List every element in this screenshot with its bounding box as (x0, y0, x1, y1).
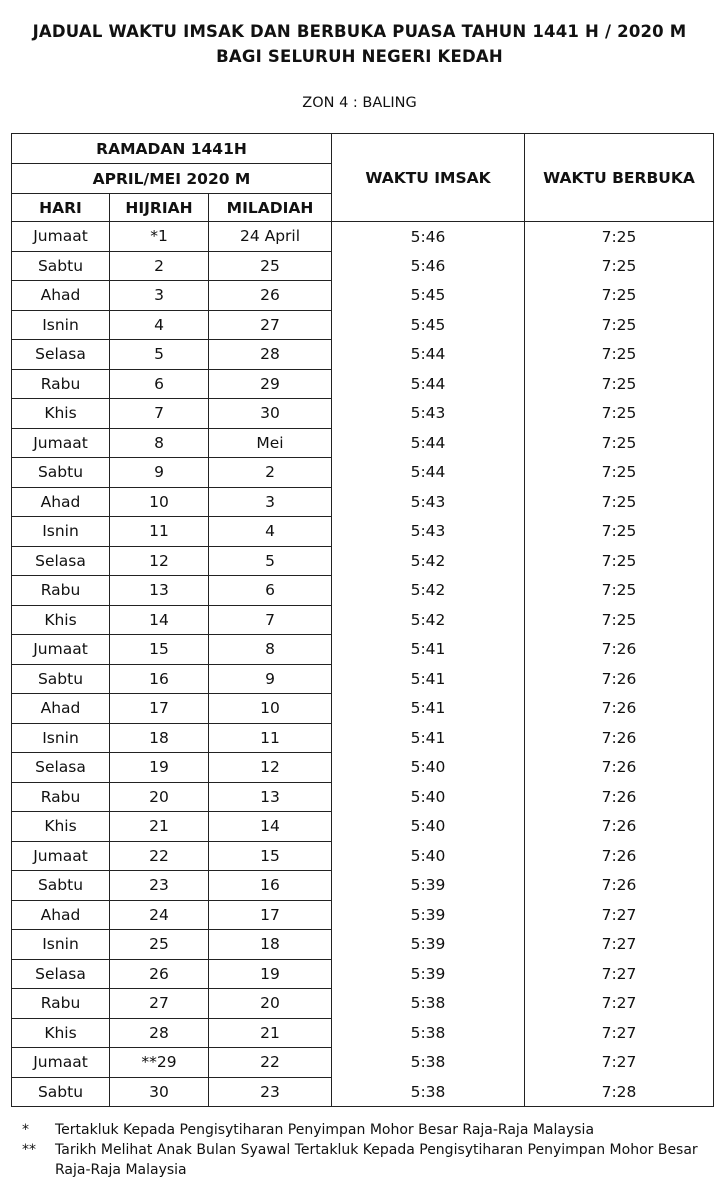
miladiah-header: MILADIAH (209, 194, 332, 222)
miladiah-cell: Mei (209, 428, 332, 458)
imsak-cell: 5:39 (332, 871, 525, 901)
berbuka-cell: 7:26 (525, 871, 714, 901)
berbuka-cell: 7:25 (525, 428, 714, 458)
berbuka-cell: 7:27 (525, 900, 714, 930)
hijriah-cell: 6 (110, 369, 209, 399)
day-cell: Jumaat (12, 428, 110, 458)
table-row (12, 1018, 714, 1048)
table-row (12, 281, 714, 311)
day-cell: Sabtu (12, 251, 110, 281)
berbuka-cell: 7:26 (525, 812, 714, 842)
day-cell: Isnin (12, 930, 110, 960)
imsak-cell: 5:44 (332, 458, 525, 488)
miladiah-cell: 24 April (209, 222, 332, 252)
miladiah-cell: 14 (209, 812, 332, 842)
hijriah-cell: 26 (110, 959, 209, 989)
day-cell: Khis (12, 399, 110, 429)
table-row (12, 959, 714, 989)
day-cell: Isnin (12, 723, 110, 753)
table-row (12, 1077, 714, 1107)
table-row (12, 399, 714, 429)
hijriah-cell: 10 (110, 487, 209, 517)
imsak-cell: 5:43 (332, 487, 525, 517)
imsak-cell: 5:39 (332, 930, 525, 960)
footnote (22, 1120, 705, 1140)
miladiah-cell: 15 (209, 841, 332, 871)
day-cell: Khis (12, 812, 110, 842)
berbuka-cell: 7:26 (525, 664, 714, 694)
miladiah-cell: 25 (209, 251, 332, 281)
day-cell: Isnin (12, 517, 110, 547)
table-row (12, 340, 714, 370)
berbuka-cell: 7:26 (525, 753, 714, 783)
hijriah-cell: 13 (110, 576, 209, 606)
hijriah-cell: 4 (110, 310, 209, 340)
table-row (12, 871, 714, 901)
day-cell: Jumaat (12, 1048, 110, 1078)
hijriah-cell: 21 (110, 812, 209, 842)
berbuka-cell: 7:25 (525, 546, 714, 576)
table-row (12, 753, 714, 783)
hijriah-cell: 30 (110, 1077, 209, 1107)
day-cell: Rabu (12, 989, 110, 1019)
hijriah-cell: 12 (110, 546, 209, 576)
miladiah-cell: 28 (209, 340, 332, 370)
table-row (12, 458, 714, 488)
day-cell: Selasa (12, 753, 110, 783)
table-row (12, 605, 714, 635)
imsak-cell: 5:40 (332, 753, 525, 783)
day-cell: Sabtu (12, 871, 110, 901)
hijriah-cell: 18 (110, 723, 209, 753)
hijriah-cell: *1 (110, 222, 209, 252)
imsak-cell: 5:46 (332, 251, 525, 281)
table-row (12, 487, 714, 517)
imsak-cell: 5:38 (332, 989, 525, 1019)
miladiah-cell: 12 (209, 753, 332, 783)
miladiah-cell: 11 (209, 723, 332, 753)
imsak-cell: 5:42 (332, 546, 525, 576)
month-header: APRIL/MEI 2020 M (12, 164, 332, 194)
footnotes (22, 1120, 705, 1180)
day-cell: Ahad (12, 281, 110, 311)
berbuka-header: WAKTU BERBUKA (525, 134, 714, 222)
berbuka-cell: 7:28 (525, 1077, 714, 1107)
table-row (12, 1048, 714, 1078)
table-row (12, 635, 714, 665)
hijriah-cell: 19 (110, 753, 209, 783)
berbuka-cell: 7:27 (525, 930, 714, 960)
day-cell: Sabtu (12, 458, 110, 488)
imsak-cell: 5:40 (332, 782, 525, 812)
berbuka-cell: 7:27 (525, 989, 714, 1019)
document-title: JADUAL WAKTU IMSAK DAN BERBUKA PUASA TAHUN 1441 H / 2020 M (32, 22, 687, 41)
miladiah-cell: 23 (209, 1077, 332, 1107)
berbuka-cell: 7:26 (525, 841, 714, 871)
berbuka-cell: 7:25 (525, 251, 714, 281)
imsak-cell: 5:42 (332, 605, 525, 635)
miladiah-cell: 10 (209, 694, 332, 724)
day-cell: Sabtu (12, 1077, 110, 1107)
ramadan-header: RAMADAN 1441H (12, 134, 332, 164)
table-row (12, 251, 714, 281)
berbuka-cell: 7:25 (525, 222, 714, 252)
miladiah-cell: 9 (209, 664, 332, 694)
day-cell: Khis (12, 1018, 110, 1048)
imsak-cell: 5:38 (332, 1077, 525, 1107)
timetable (11, 133, 714, 1107)
miladiah-cell: 16 (209, 871, 332, 901)
hijriah-cell: 28 (110, 1018, 209, 1048)
imsak-cell: 5:46 (332, 222, 525, 252)
imsak-cell: 5:39 (332, 900, 525, 930)
berbuka-cell: 7:25 (525, 310, 714, 340)
imsak-cell: 5:41 (332, 694, 525, 724)
hijriah-cell: 3 (110, 281, 209, 311)
miladiah-cell: 20 (209, 989, 332, 1019)
imsak-header: WAKTU IMSAK (332, 134, 525, 222)
berbuka-cell: 7:27 (525, 1048, 714, 1078)
footnote-marker: ** (22, 1142, 36, 1158)
table-row (12, 310, 714, 340)
imsak-cell: 5:42 (332, 576, 525, 606)
berbuka-cell: 7:25 (525, 487, 714, 517)
footnote (22, 1140, 705, 1180)
hijriah-cell: 25 (110, 930, 209, 960)
miladiah-cell: 13 (209, 782, 332, 812)
miladiah-cell: 6 (209, 576, 332, 606)
day-cell: Ahad (12, 694, 110, 724)
day-cell: Rabu (12, 782, 110, 812)
table-row (12, 546, 714, 576)
hijriah-cell: 9 (110, 458, 209, 488)
footnote-text: Tarikh Melihat Anak Bulan Syawal Tertakluk Kepada Pengisytiharan Penyimpan Mohor Besar Raja-Raja Malaysia (55, 1142, 698, 1178)
hijriah-cell: 5 (110, 340, 209, 370)
table-row (12, 782, 714, 812)
table-row (12, 694, 714, 724)
miladiah-cell: 27 (209, 310, 332, 340)
hijriah-cell: 2 (110, 251, 209, 281)
miladiah-cell: 7 (209, 605, 332, 635)
footnote-marker: * (22, 1122, 29, 1138)
hijriah-cell: 24 (110, 900, 209, 930)
miladiah-cell: 4 (209, 517, 332, 547)
table-row (12, 428, 714, 458)
imsak-cell: 5:43 (332, 399, 525, 429)
day-cell: Ahad (12, 487, 110, 517)
hijriah-cell: 22 (110, 841, 209, 871)
miladiah-cell: 17 (209, 900, 332, 930)
day-cell: Rabu (12, 576, 110, 606)
day-cell: Jumaat (12, 841, 110, 871)
imsak-cell: 5:41 (332, 664, 525, 694)
table-row (12, 576, 714, 606)
table-row (12, 989, 714, 1019)
miladiah-cell: 30 (209, 399, 332, 429)
miladiah-cell: 22 (209, 1048, 332, 1078)
imsak-cell: 5:38 (332, 1018, 525, 1048)
berbuka-cell: 7:25 (525, 340, 714, 370)
hijriah-cell: 20 (110, 782, 209, 812)
day-cell: Selasa (12, 340, 110, 370)
table-row (12, 841, 714, 871)
miladiah-cell: 3 (209, 487, 332, 517)
day-cell: Khis (12, 605, 110, 635)
document-subtitle: BAGI SELURUH NEGERI KEDAH (216, 47, 503, 66)
berbuka-cell: 7:27 (525, 1018, 714, 1048)
imsak-cell: 5:39 (332, 959, 525, 989)
day-cell: Isnin (12, 310, 110, 340)
imsak-cell: 5:41 (332, 635, 525, 665)
hijriah-cell: 8 (110, 428, 209, 458)
berbuka-cell: 7:25 (525, 576, 714, 606)
imsak-cell: 5:45 (332, 281, 525, 311)
berbuka-cell: 7:26 (525, 723, 714, 753)
table-row (12, 222, 714, 252)
berbuka-cell: 7:25 (525, 517, 714, 547)
table-row (12, 900, 714, 930)
miladiah-cell: 2 (209, 458, 332, 488)
miladiah-cell: 18 (209, 930, 332, 960)
day-cell: Sabtu (12, 664, 110, 694)
hari-header: HARI (12, 194, 110, 222)
imsak-cell: 5:44 (332, 369, 525, 399)
miladiah-cell: 8 (209, 635, 332, 665)
imsak-cell: 5:45 (332, 310, 525, 340)
day-cell: Selasa (12, 959, 110, 989)
miladiah-cell: 21 (209, 1018, 332, 1048)
zone-label: ZON 4 : BALING (302, 95, 417, 111)
day-cell: Selasa (12, 546, 110, 576)
berbuka-cell: 7:27 (525, 959, 714, 989)
footnote-text: Tertakluk Kepada Pengisytiharan Penyimpan Mohor Besar Raja-Raja Malaysia (55, 1122, 595, 1138)
table-row (12, 664, 714, 694)
table-row (12, 369, 714, 399)
imsak-cell: 5:43 (332, 517, 525, 547)
table-row (12, 812, 714, 842)
berbuka-cell: 7:25 (525, 369, 714, 399)
miladiah-cell: 29 (209, 369, 332, 399)
hijriah-cell: 16 (110, 664, 209, 694)
hijriah-cell: 23 (110, 871, 209, 901)
berbuka-cell: 7:25 (525, 281, 714, 311)
day-cell: Jumaat (12, 222, 110, 252)
hijriah-cell: 27 (110, 989, 209, 1019)
miladiah-cell: 26 (209, 281, 332, 311)
imsak-cell: 5:40 (332, 812, 525, 842)
table-row (12, 517, 714, 547)
day-cell: Rabu (12, 369, 110, 399)
hijriah-cell: **29 (110, 1048, 209, 1078)
imsak-cell: 5:41 (332, 723, 525, 753)
hijriah-cell: 15 (110, 635, 209, 665)
hijriah-cell: 7 (110, 399, 209, 429)
imsak-cell: 5:44 (332, 428, 525, 458)
imsak-cell: 5:40 (332, 841, 525, 871)
miladiah-cell: 5 (209, 546, 332, 576)
day-cell: Ahad (12, 900, 110, 930)
timetable-body (12, 222, 714, 1107)
berbuka-cell: 7:26 (525, 635, 714, 665)
hijriah-cell: 17 (110, 694, 209, 724)
berbuka-cell: 7:26 (525, 782, 714, 812)
hijriah-cell: 11 (110, 517, 209, 547)
berbuka-cell: 7:25 (525, 458, 714, 488)
table-row (12, 723, 714, 753)
berbuka-cell: 7:25 (525, 605, 714, 635)
imsak-cell: 5:38 (332, 1048, 525, 1078)
table-row (12, 930, 714, 960)
imsak-cell: 5:44 (332, 340, 525, 370)
berbuka-cell: 7:26 (525, 694, 714, 724)
hijriah-cell: 14 (110, 605, 209, 635)
miladiah-cell: 19 (209, 959, 332, 989)
hijriah-header: HIJRIAH (110, 194, 209, 222)
day-cell: Jumaat (12, 635, 110, 665)
berbuka-cell: 7:25 (525, 399, 714, 429)
